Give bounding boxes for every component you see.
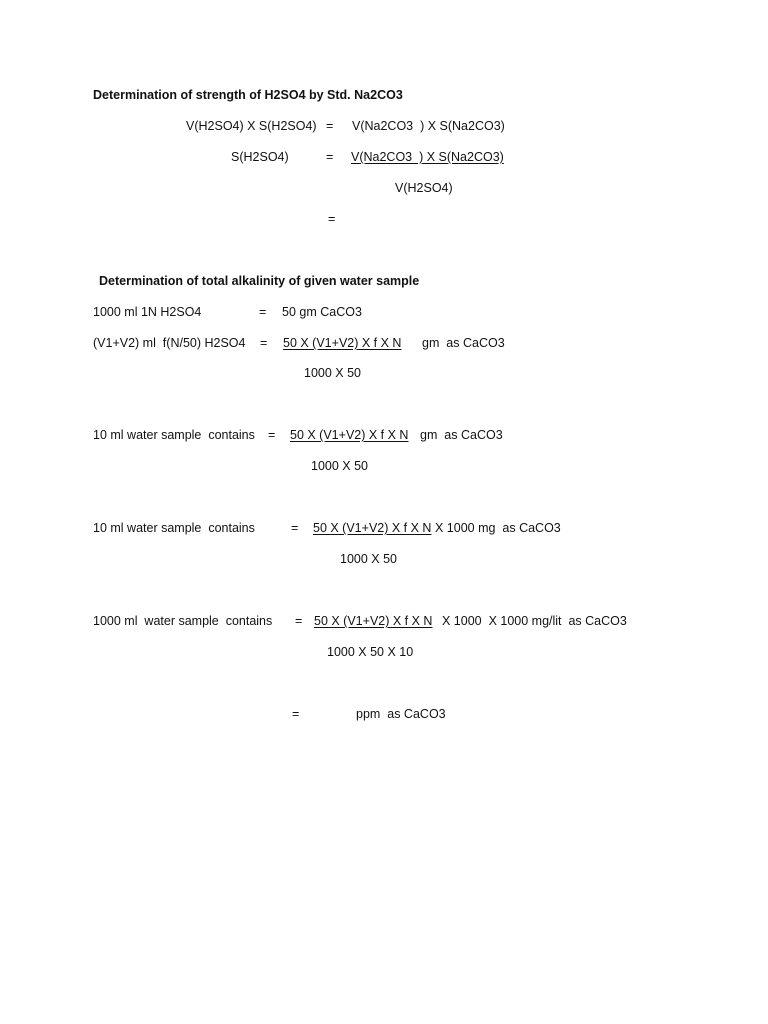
line1-lhs: 1000 ml 1N H2SO4	[93, 305, 202, 319]
line6-suffix: ppm as CaCO3	[356, 707, 446, 721]
line2-lhs: (V1+V2) ml f(N/50) H2SO4	[93, 336, 246, 350]
line5-equals: =	[295, 614, 303, 628]
line2-denominator: 1000 X 50	[304, 366, 361, 380]
line4-equals: =	[291, 521, 299, 535]
eq2-denominator: V(H2SO4)	[395, 181, 453, 195]
line4-numerator: 50 X (V1+V2) X f X N	[313, 521, 432, 535]
line3-equals: =	[268, 428, 276, 442]
line5-numerator: 50 X (V1+V2) X f X N	[314, 614, 433, 628]
eq2-equals: =	[326, 150, 334, 164]
line4-lhs: 10 ml water sample contains	[93, 521, 255, 535]
eq3-equals: =	[328, 212, 336, 226]
line6-equals: =	[292, 707, 300, 721]
line1-equals: =	[259, 305, 267, 319]
line5-lhs: 1000 ml water sample contains	[93, 614, 273, 628]
line4-suffix: X 1000 mg as CaCO3	[435, 521, 561, 535]
line5-suffix: X 1000 X 1000 mg/lit as CaCO3	[442, 614, 627, 628]
line2-suffix: gm as CaCO3	[422, 336, 505, 350]
line3-numerator: 50 X (V1+V2) X f X N	[290, 428, 409, 442]
line2-equals: =	[260, 336, 268, 350]
line3-denominator: 1000 X 50	[311, 459, 368, 473]
line4-denominator: 1000 X 50	[340, 552, 397, 566]
eq1-equals: =	[326, 119, 334, 133]
line2-numerator: 50 X (V1+V2) X f X N	[283, 336, 402, 350]
eq1-rhs: V(Na2CO3 ) X S(Na2CO3)	[352, 119, 505, 133]
section2-heading: Determination of total alkalinity of given water sample	[99, 274, 420, 288]
line3-lhs: 10 ml water sample contains	[93, 428, 255, 442]
line1-rhs: 50 gm CaCO3	[282, 305, 362, 319]
line3-suffix: gm as CaCO3	[420, 428, 503, 442]
line5-denominator: 1000 X 50 X 10	[327, 645, 414, 659]
eq1-lhs: V(H2SO4) X S(H2SO4)	[186, 119, 317, 133]
eq2-lhs: S(H2SO4)	[231, 150, 289, 164]
section1-heading: Determination of strength of H2SO4 by Std. Na2CO3	[93, 88, 403, 102]
eq2-numerator: V(Na2CO3 ) X S(Na2CO3)	[351, 150, 504, 164]
